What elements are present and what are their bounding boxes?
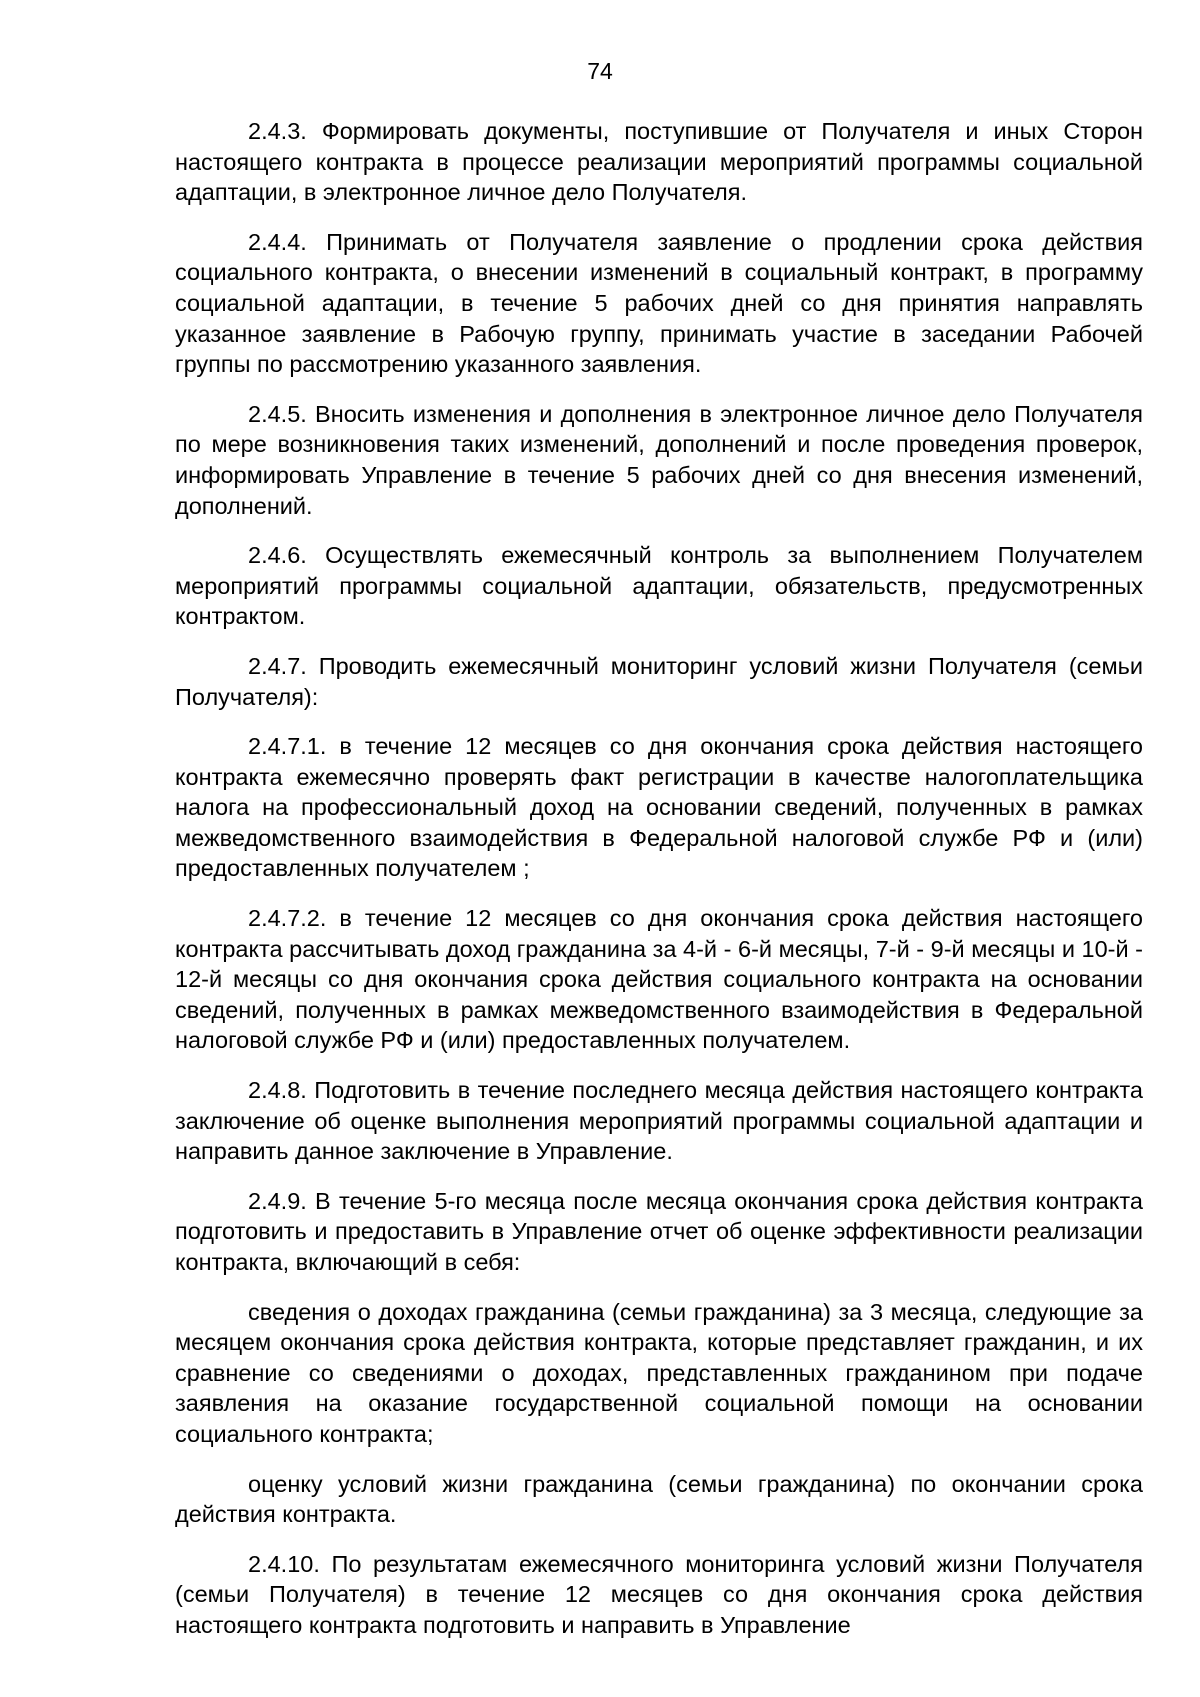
paragraph-2-4-9: 2.4.9. В течение 5-го месяца после месяца окончания срока действия контракта подготовить и предоставить в Управление отчет об оценке эффективности реализации контракта, включающий в себя:	[175, 1187, 1143, 1275]
paragraph-income-info: сведения о доходах гражданина (семьи гражданина) за 3 месяца, следующие за месяцем окончания срока действия контракта, которые представляет гражданин, и их сравнение со сведениями о доходах, представленных гражданином при подаче заявления на оказание государственной социальной помощи на основании социального контракта;	[175, 1298, 1143, 1447]
paragraph-2-4-3: 2.4.3. Формировать документы, поступившие от Получателя и иных Сторон настоящего контракта в процессе реализации мероприятий программы социальной адаптации, в электронное личное дело Получателя.	[175, 118, 1143, 206]
paragraph-2-4-8: 2.4.8. Подготовить в течение последнего месяца действия настоящего контракта заключение об оценке выполнения мероприятий программы социальной адаптации и направить данное заключение в Управление.	[175, 1077, 1143, 1165]
paragraph-2-4-4: 2.4.4. Принимать от Получателя заявление о продлении срока действия социального контракта, о внесении изменений в социальный контракт, в программу социальной адаптации, в течение 5 рабочих дней со дня принятия направлять указанное заявление в Рабочую группу, принимать участие в заседании Рабочей группы по рассмотрению указанного заявления.	[175, 228, 1143, 378]
paragraph-2-4-7-2: 2.4.7.2. в течение 12 месяцев со дня окончания срока действия настоящего контракта рассчитывать доход гражданина за 4-й - 6-й месяцы, 7-й - 9-й месяцы и 10-й - 12-й месяцы со дня окончания срока действия социального контракта на основании сведений, полученных в рамках межведомственного взаимодействия в Федеральной налоговой службе РФ и (или) предоставленных получателем.	[175, 905, 1143, 1054]
paragraph-living-conditions: оценку условий жизни гражданина (семьи гражданина) по окончании срока действия контракта.	[175, 1470, 1143, 1528]
paragraph-2-4-10: 2.4.10. По результатам ежемесячного мониторинга условий жизни Получателя (семьи Получателя) в течение 12 месяцев со дня окончания срока действия настоящего контракта подготовить и направить в Управление	[175, 1550, 1143, 1638]
paragraph-2-4-7-1: 2.4.7.1. в течение 12 месяцев со дня окончания срока действия настоящего контракта ежемесячно проверять факт регистрации в качестве налогоплательщика налога на профессиональный доход на основании сведений, полученных в рамках межведомственного взаимодействия в Федеральной налоговой службе РФ и (или) предоставленных получателем ;	[175, 733, 1143, 882]
paragraph-2-4-6: 2.4.6. Осуществлять ежемесячный контроль за выполнением Получателем мероприятий программы социальной адаптации, обязательств, предусмотренных контрактом.	[175, 542, 1143, 630]
document-body	[175, 116, 1143, 1660]
paragraph-2-4-5: 2.4.5. Вносить изменения и дополнения в электронное личное дело Получателя по мере возникновения таких изменений, дополнений и после проведения проверок, информировать Управление в течение 5 рабочих дней со дня внесения изменений, дополнений.	[175, 400, 1143, 519]
paragraph-2-4-7: 2.4.7. Проводить ежемесячный мониторинг условий жизни Получателя (семьи Получателя):	[175, 652, 1143, 710]
page-number: 74	[587, 58, 613, 84]
